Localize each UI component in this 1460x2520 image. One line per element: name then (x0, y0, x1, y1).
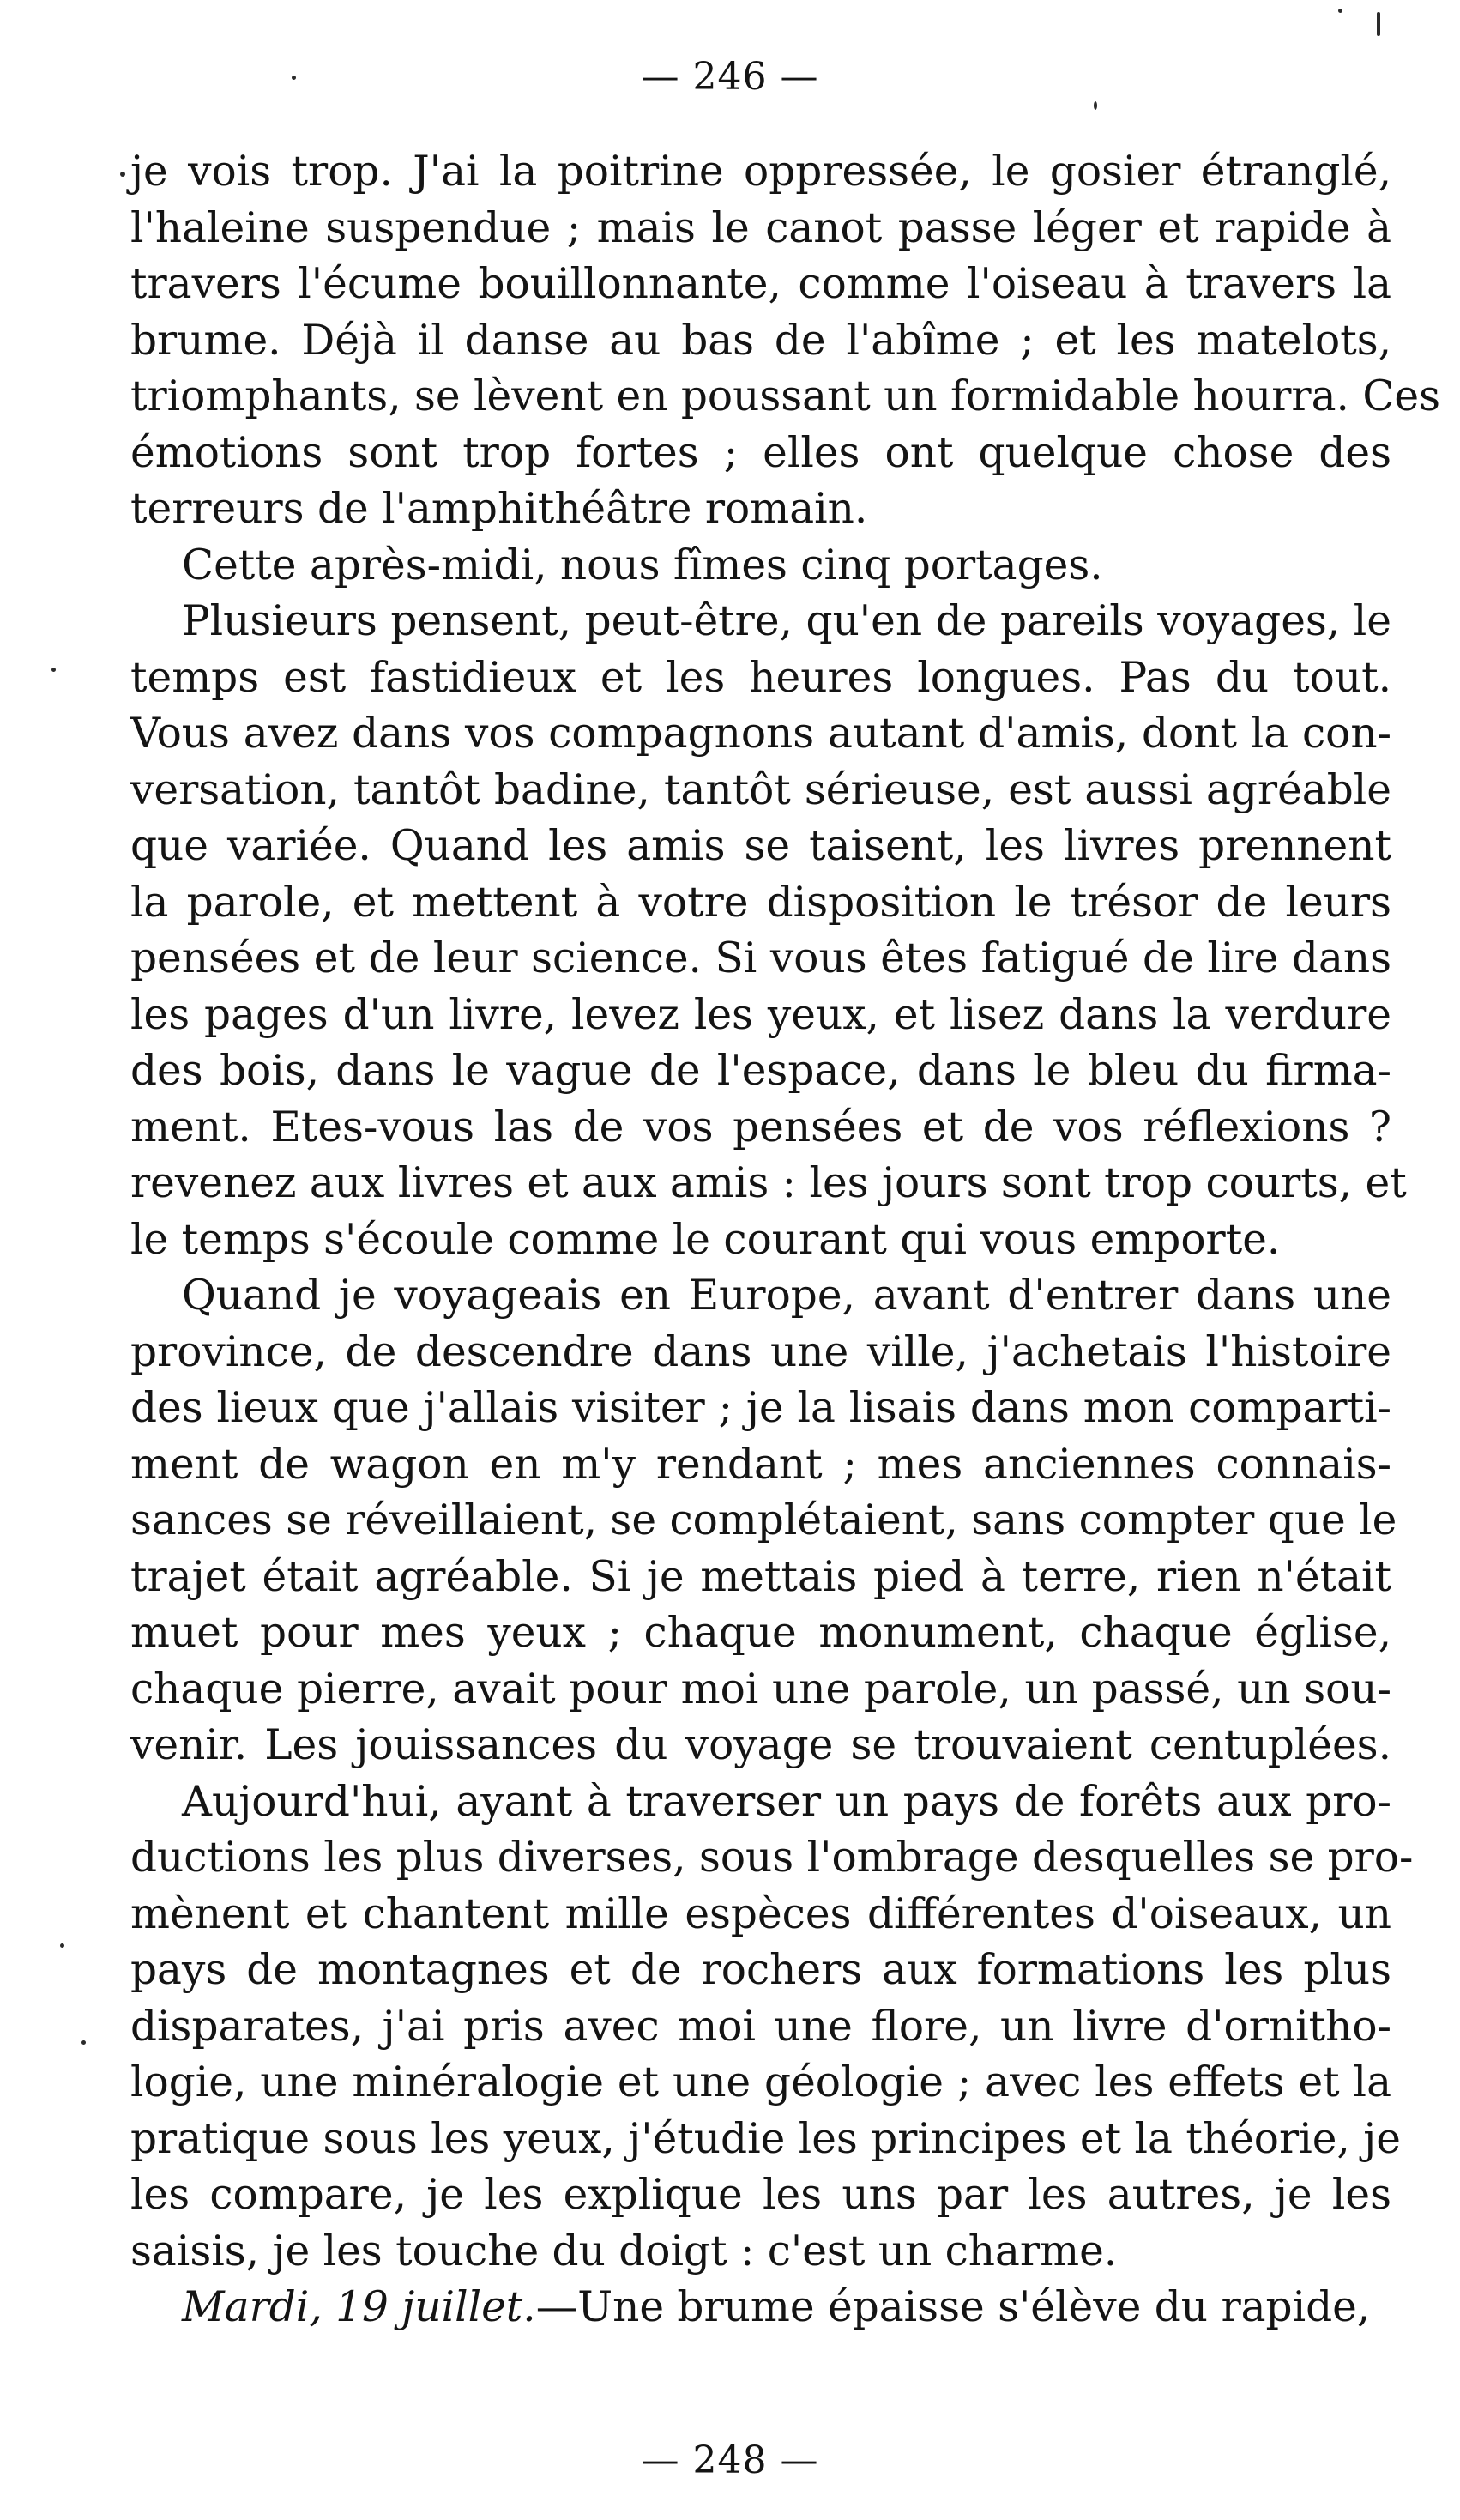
text-line: muet pour mes yeux ; chaque monument, chaque église, (130, 1609, 1391, 1657)
ink-speck (120, 172, 125, 177)
text-line-paragraph-start: Plusieurs pensent, peut-être, qu'en de pareils voyages, le (182, 597, 1391, 645)
entry-text: —Une brume épaisse s'élève du rapide, (535, 2283, 1371, 2331)
text-line: ductions les plus diverses, sous l'ombrage desquelles se pro- (130, 1834, 1414, 1882)
ink-speck (51, 668, 56, 672)
text-line-paragraph-start: Quand je voyageais en Europe, avant d'entrer dans une (182, 1272, 1391, 1320)
text-line: sances se réveillaient, se complétaient, sans compter que le (130, 1496, 1397, 1544)
text-line: Vous avez dans vos compagnons autant d'amis, dont la con- (130, 710, 1391, 758)
text-line: les compare, je les explique les uns par les autres, je les (130, 2171, 1391, 2219)
text-line: chaque pierre, avait pour moi une parole, un passé, un sou- (130, 1665, 1391, 1713)
ink-speck (1094, 101, 1097, 110)
text-line: les pages d'un livre, levez les yeux, et lisez dans la verdure (130, 990, 1391, 1039)
text-line: pays de montagnes et de rochers aux formations les plus (130, 1946, 1391, 1994)
page-number-header: — 246 — (641, 55, 819, 99)
ink-speck (60, 1943, 64, 1948)
text-line: versation, tantôt badine, tantôt sérieuse, est aussi agréable (130, 765, 1391, 814)
text-line: émotions sont trop fortes ; elles ont quelque chose des (130, 428, 1391, 477)
text-line-paragraph-end: saisis, je les touche du doigt : c'est un charme. (130, 2227, 1118, 2275)
text-line-paragraph-end: le temps s'écoule comme le courant qui vous emporte. (130, 1215, 1281, 1264)
text-line-paragraph-start: Aujourd'hui, ayant à traverser un pays de forêts aux pro- (182, 1777, 1391, 1826)
entry-date: Mardi, 19 juillet. (182, 2283, 536, 2331)
text-line: pensées et de leur science. Si vous êtes fatigué de lire dans (130, 934, 1391, 982)
text-line: des bois, dans le vague de l'espace, dans le bleu du firma- (130, 1047, 1391, 1095)
text-line: venir. Les jouissances du voyage se trouvaient centuplées. (130, 1721, 1391, 1769)
page-number-footer: — 248 — (641, 2438, 819, 2482)
text-line: je vois trop. J'ai la poitrine oppressée, le gosier étranglé, (130, 148, 1391, 196)
text-line: province, de descendre dans une ville, j'achetais l'histoire (130, 1327, 1391, 1376)
text-line: travers l'écume bouillonnante, comme l'oiseau à travers la (130, 260, 1391, 308)
ink-speck (1338, 9, 1342, 13)
text-line: temps est fastidieux et les heures longues. Pas du tout. (130, 653, 1391, 702)
text-line: que variée. Quand les amis se taisent, les livres prennent (130, 822, 1391, 870)
body-text (130, 144, 1441, 2336)
text-line: triomphants, se lèvent en poussant un formidable hourra. Ces (130, 372, 1441, 420)
ink-speck (81, 2040, 86, 2045)
text-line-paragraph-end: terreurs de l'amphithéâtre romain. (130, 485, 868, 533)
text-line: ment de wagon en m'y rendant ; mes anciennes connais- (130, 1440, 1391, 1489)
text-line: la parole, et mettent à votre disposition le trésor de leurs (130, 878, 1391, 927)
dated-entry-line (130, 2280, 1391, 2336)
text-line: disparates, j'ai pris avec moi une flore, un livre d'ornitho- (130, 2002, 1391, 2051)
text-line: trajet était agréable. Si je mettais pied à terre, rien n'était (130, 1552, 1391, 1601)
text-line: pratique sous les yeux, j'étudie les principes et la théorie, je (130, 2114, 1401, 2163)
ink-speck (1377, 12, 1380, 36)
text-line: logie, une minéralogie et une géologie ; avec les effets et la (130, 2058, 1391, 2106)
text-line: des lieux que j'allais visiter ; je la lisais dans mon comparti- (130, 1384, 1391, 1432)
text-line: revenez aux livres et aux amis : les jours sont trop courts, et (130, 1159, 1407, 1207)
text-line: brume. Déjà il danse au bas de l'abîme ; et les matelots, (130, 316, 1391, 365)
text-line: ment. Etes-vous las de vos pensées et de vos réflexions ? (130, 1103, 1391, 1151)
text-line-paragraph-start: Cette après-midi, nous fîmes cinq portages. (182, 541, 1103, 589)
text-line: mènent et chantent mille espèces différentes d'oiseaux, un (130, 1889, 1391, 1938)
text-line: l'haleine suspendue ; mais le canot passe léger et rapide à (130, 203, 1391, 252)
